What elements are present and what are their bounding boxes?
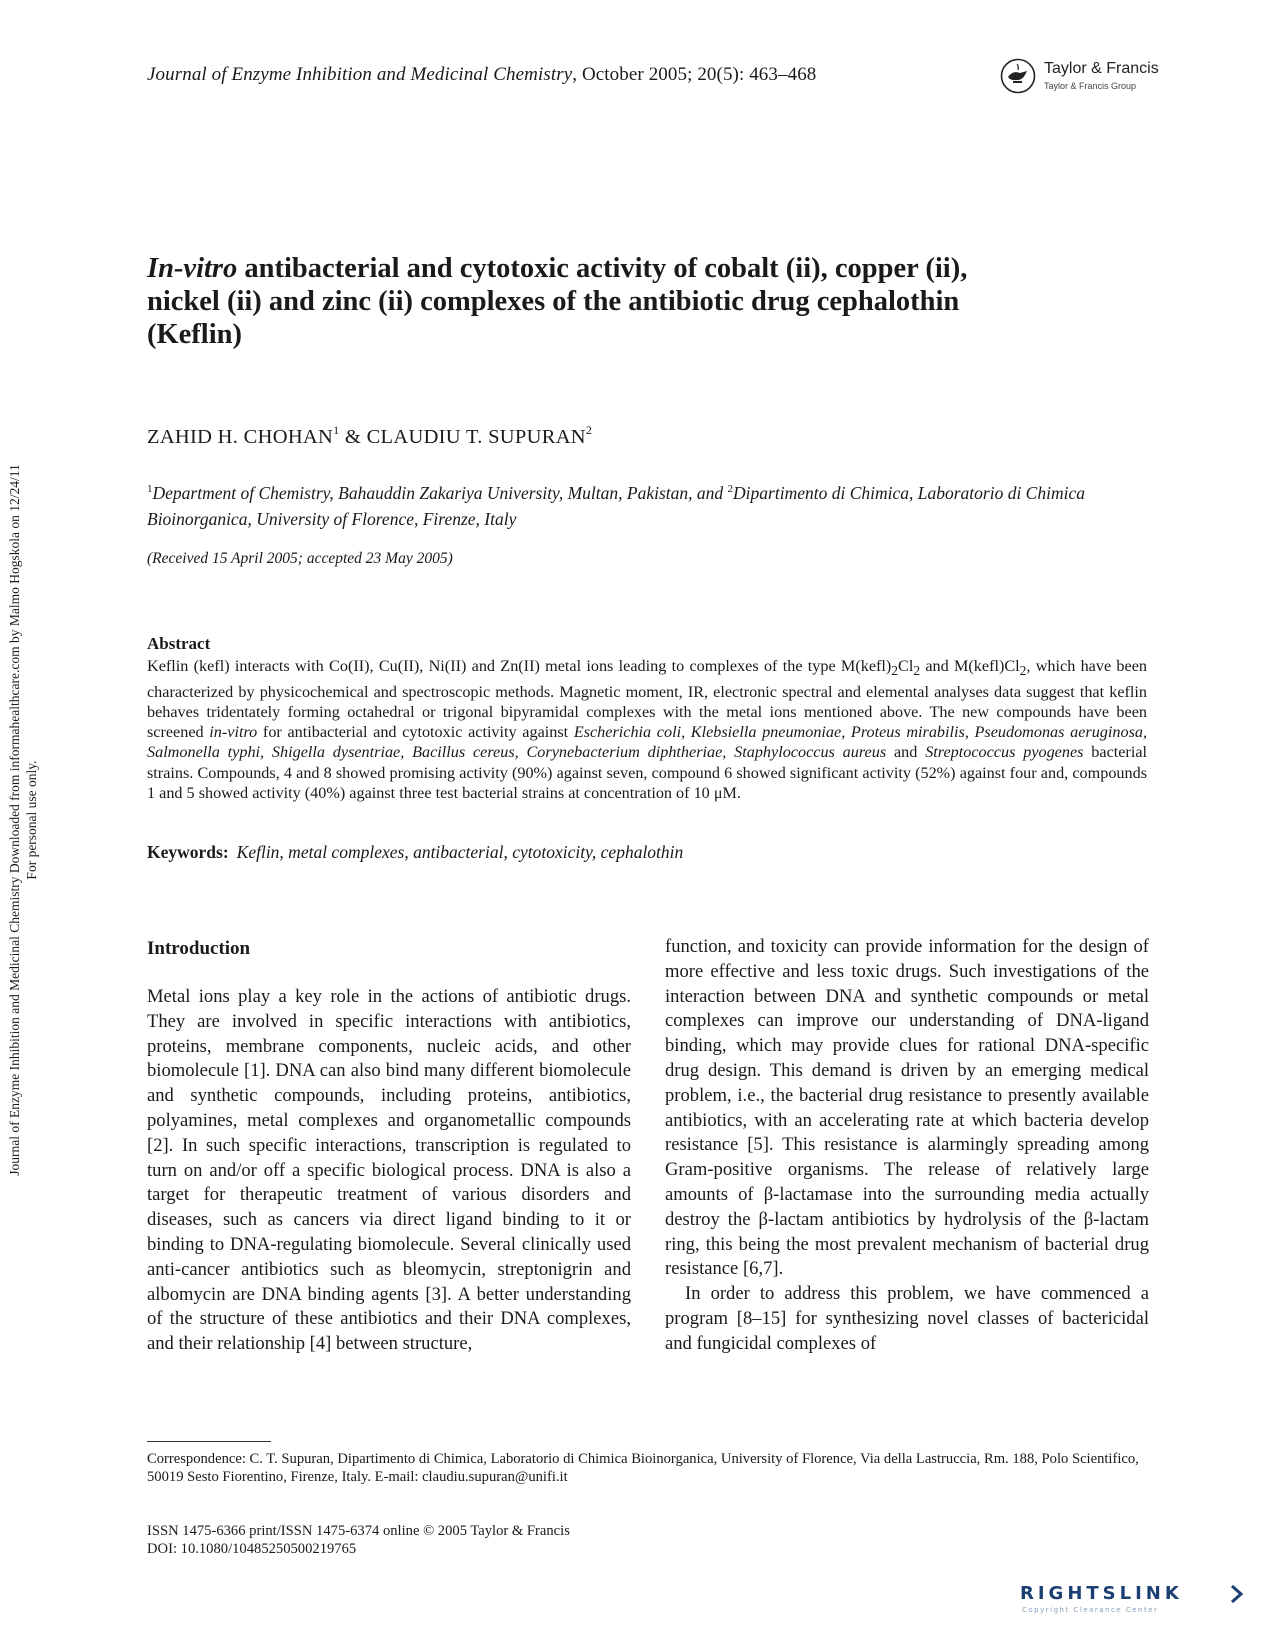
issue-info: , October 2005; 20(5): 463–468 [572,64,817,85]
subscript: 2 [913,663,921,679]
rightslink-sub: Copyright Clearance Center [1022,1606,1159,1614]
affil-2-mark: 2 [727,483,734,495]
rightslink-logo [1020,1583,1250,1619]
rightslink-arrow-icon [1228,1583,1246,1605]
abstract-text [147,656,1147,803]
paper-title [147,252,1147,351]
publisher-logo [1000,58,1170,100]
author-separator: & [339,425,367,448]
title-line-2: nickel (ii) and zinc (ii) complexes of the antibiotic drug cephalothin [147,286,960,317]
bacteria-list: Escherichia coli, Klebsiella pneumoniae, Proteus mirabilis, Pseudomonas aeruginosa, Salmonella typhi, Shigella dysentriae, Bacillus cereus, Corynebacterium diphtheriae, Staphylococcus aureus [147,723,1148,762]
subscript: 2 [891,663,899,679]
author-1: ZAHID H. CHOHAN [147,425,334,448]
bacteria-name: Streptococcus pyogenes [925,743,1084,762]
publisher-name: Taylor & Francis [1044,60,1159,77]
abstract-part: Cl [898,657,914,675]
journal-header [147,64,816,86]
abstract-part: for antibacterial and cytotoxic activity against [257,723,574,742]
issn-line: ISSN 1475-6366 print/ISSN 1475-6374 online © 2005 Taylor & Francis [147,1523,570,1539]
abstract-part: , which have been characterized by physicochemical and spectroscopic methods. Magnetic moment, IR, electronic spectral and elemental analyses data suggest that keflin behaves tridentately forming octahedral or trigonal bipyramidal complexes with the metal ions mentioned above. The new compounds have been screened [147,657,1147,742]
affil-1-mark: 1 [147,483,153,495]
author-list [147,424,592,449]
author-1-mark: 1 [333,423,340,437]
intro-paragraph: function, and toxicity can provide information for the design of more effective and less toxic drugs. Such investigations of the interaction between DNA and synthetic compounds or metal complexes can improve our understanding of DNA-ligand binding, which may provide clues for rational DNA-specific drug design. This demand is driven by an emerging medical problem, i.e., the bacterial drug resistance to presently available antibiotics, with an accelerating rate at which bacteria develop resistance [5]. This resistance is alarmingly spreading among Gram-positive organisms. The release of relatively large amounts of β-lactamase into the surrounding media actually destroy the β-lactam antibiotics by hydrolysis of the β-lactam ring, this being the most prevalent mechanism of bacterial drug resistance [6,7]. [665,936,1149,1280]
abstract-part: and [886,743,926,762]
abstract-part: Keflin (kefl) interacts with Co(II), Cu(II), Ni(II) and Zn(II) metal ions leading to complexes of the type M(kefl) [147,657,892,675]
abstract-part: and M(kefl)Cl [920,657,1020,675]
watermark-line-1: Journal of Enzyme Inhibition and Medicinal Chemistry Downloaded from informahealthcare.com by Malmo Hogskola on 12/24/11 [7,464,22,1176]
title-line-3: (Keflin) [147,319,242,350]
abstract-italic: in-vitro [209,723,258,742]
intro-right-column [665,935,1149,1357]
issn-block [147,1522,570,1558]
title-line-1: antibacterial and cytotoxic activity of cobalt (ii), copper (ii), [237,253,968,284]
download-watermark [0,380,60,1260]
abstract-part: bacterial strains. Compounds, 4 and 8 showed promising activity (90%) against seven, compound 6 showed significant activity (52%) against four and, compounds 1 and 5 showed activity (40%) against three test bacterial strains at concentration of 10 μM. [147,743,1148,803]
author-2: CLAUDIU T. SUPURAN [366,425,586,448]
publisher-group: Taylor & Francis Group [1044,81,1137,91]
intro-paragraph: Metal ions play a key role in the actions of antibiotic drugs. They are involved in specific interactions with antibiotics, proteins, membrane components, nucleic acids, and other biomolecule [1]. DNA can also bind many different biomolecule and synthetic compounds, including proteins, antibiotics, polyamines, metal complexes and organometallic compounds [2]. In such specific interactions, transcription is regulated to turn on and/or off a specific biological process. DNA is also a target for therapeutic treatment of various disorders and diseases, such as cancers via direct ligand binding to it or binding to DNA-regulating biomolecule. Several clinically used anti-cancer antibiotics such as bleomycin, streptonigrin and albomycin are DNA binding agents [3]. A better understanding of the structure of these antibiotics and their DNA complexes, and their relationship [4] between structure, [147,986,631,1355]
author-2-mark: 2 [585,423,593,437]
doi-line: DOI: 10.1080/10485250500219765 [147,1541,357,1557]
correspondence-footnote: Correspondence: C. T. Supuran, Dipartimento di Chimica, Laboratorio di Chimica Bioinorganica, University of Florence, Via della Lastruccia, Rm. 188, Polo Scientifico, 50019 Sesto Fiorentino, Firenze, Italy. E-mail: claudiu.supuran@unifi.it [147,1451,1139,1485]
intro-paragraph: In order to address this problem, we have commenced a program [8–15] for synthesizing novel classes of bactericidal and fungicidal complexes of [665,1283,1149,1354]
introduction-heading: Introduction [147,938,251,959]
received-dates: (Received 15 April 2005; accepted 23 May 2005) [147,550,453,567]
footnote-divider [147,1441,271,1442]
intro-left-column [147,985,631,1357]
keywords-label: Keywords: [147,842,229,862]
affil-1: Department of Chemistry, Bahauddin Zakariya University, Multan, Pakistan, and [152,482,728,503]
rightslink-name: RIGHTSLINK [1020,1583,1183,1604]
title-italic: In-vitro [147,253,238,284]
publisher-lamp-icon [1000,58,1036,94]
affil-2: Dipartimento di Chimica, Laboratorio di Chimica Bioinorganica, University of Florence, Firenze, Italy [147,482,1085,529]
affiliations [147,476,1157,532]
subscript: 2 [1019,663,1027,679]
journal-name: Journal of Enzyme Inhibition and Medicinal Chemistry [147,64,573,85]
watermark-line-2: For personal use only. [24,760,39,880]
keywords-list: Keflin, metal complexes, antibacterial, cytotoxicity, cephalothin [236,842,684,862]
keywords [147,842,683,863]
abstract-heading: Abstract [147,634,211,653]
